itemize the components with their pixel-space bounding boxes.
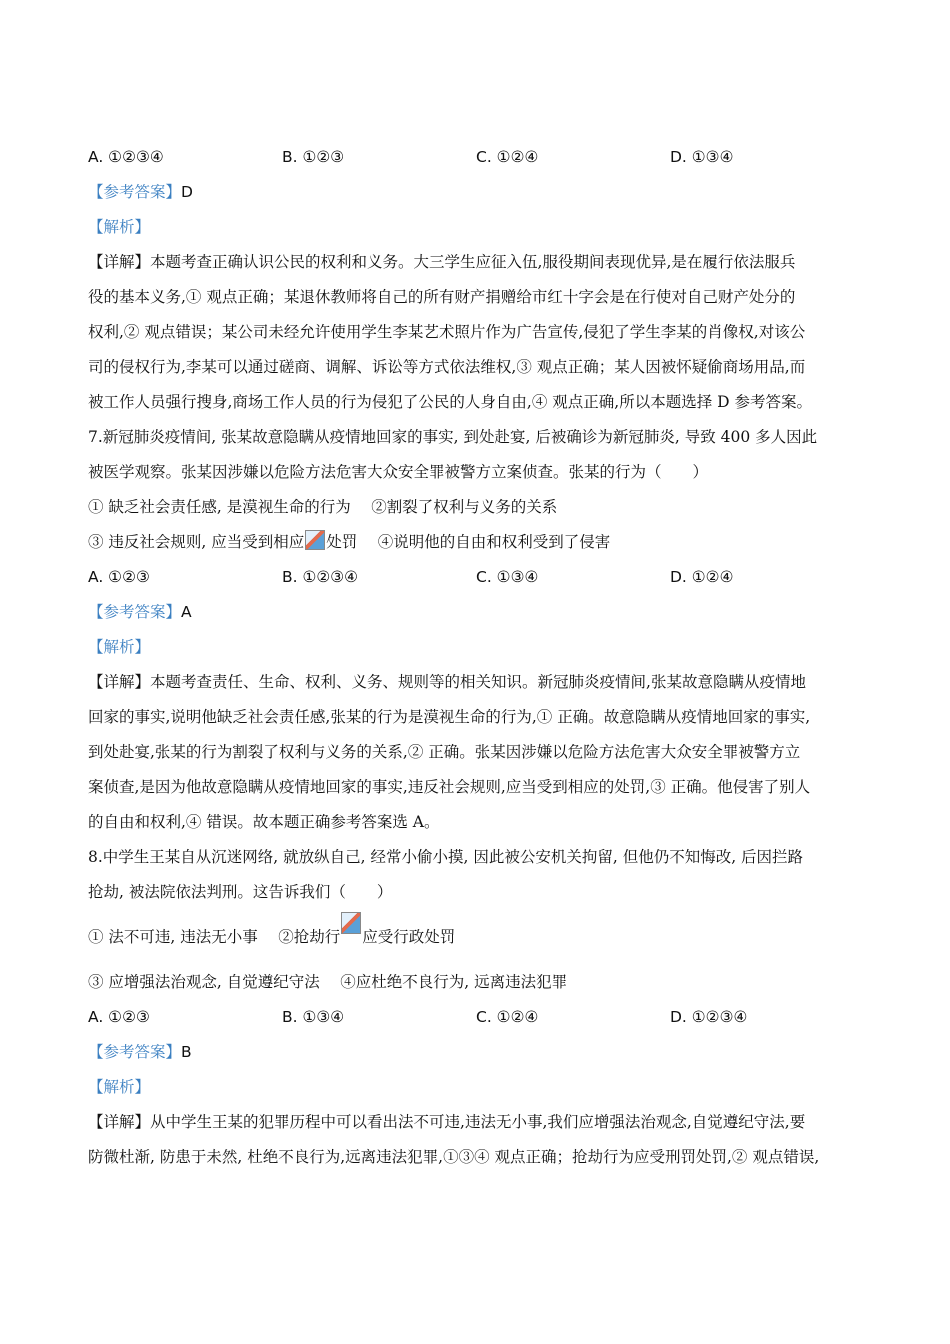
q8-analysis-label: 【解析】: [88, 1078, 151, 1096]
q7-choices-2: ③ 违反社会规则, 应当受到相应 处罚 ④说明他的自由和权利受到了侵害: [88, 525, 868, 560]
q8-stem: 8.中学生王某自从沉迷网络, 就放纵自己, 经常小偷小摸, 因此被公安机关拘留, 但他仍不知悔改, 后因拦路 抢劫, 被法院依法判刑。这告诉我们（ ）: [88, 848, 804, 901]
q6-option-c: C. ①②④: [476, 148, 539, 166]
q8-option-d: D. ①②③④: [670, 1008, 748, 1026]
q7-analysis-label: 【解析】: [88, 638, 151, 656]
q8-options: [88, 1000, 868, 1035]
q8-answer: 【参考答案】B: [88, 1043, 192, 1061]
q7-options: [88, 560, 868, 595]
q6-option-a: A. ①②③④: [88, 148, 164, 166]
q6-analysis-label: 【解析】: [88, 218, 151, 236]
q6-option-b: B. ①②③: [282, 148, 345, 166]
q7-option-a: A. ①②③: [88, 568, 150, 586]
q8-option-b: B. ①③④: [282, 1008, 345, 1026]
q7-choices-1: ① 缺乏社会责任感, 是漠视生命的行为 ②割裂了权利与义务的关系: [88, 498, 558, 516]
q6-answer: 【参考答案】D: [88, 183, 193, 201]
q7-answer: 【参考答案】A: [88, 603, 192, 621]
q7-stem: 7.新冠肺炎疫情间, 张某故意隐瞒从疫情地回家的事实, 到处赴宴, 后被确诊为新冠肺炎, 导致 400 多人因此 被医学观察。张某因涉嫌以危险方法危害大众安全罪被警方立案侦查。张某的行为（ ）: [88, 428, 818, 481]
q6-option-d: D. ①③④: [670, 148, 734, 166]
q7-detail: 【详解】本题考查责任、生命、权利、义务、规则等的相关知识。新冠肺炎疫情间,张某故意隐瞒从疫情地 回家的事实,说明他缺乏社会责任感,张某的行为是漠视生命的行为,① 正确。故意隐瞒从疫情地回家的事实, 到处赴宴,张某的行为割裂了权利与义务的关系,② 正确。张某因涉嫌以危险方法危害大众安全罪被警方立 案侦查,是因为他故意隐瞒从疫情地回家的事实,违反社会规则,应当受到相应的处罚,③ 正确。他侵害了别人 的自由和权利,④ 错误。故本题正确参考答案选 A。: [88, 673, 811, 831]
q8-option-c: C. ①②④: [476, 1008, 539, 1026]
q8-option-a: A. ①②③: [88, 1008, 150, 1026]
broken-image-icon: [305, 530, 325, 550]
q8-detail: 【详解】从中学生王某的犯罪历程中可以看出法不可违,违法无小事,我们应增强法治观念,自觉遵纪守法,要 防微杜渐, 防患于未然, 杜绝不良行为,远离违法犯罪,①③④ 观点正确；抢劫行为应受刑罚处罚,② 观点错误,: [88, 1113, 820, 1166]
q7-option-d: D. ①②④: [670, 568, 734, 586]
q8-choices-2: ③ 应增强法治观念, 自觉遵纪守法 ④应杜绝不良行为, 远离违法犯罪: [88, 973, 568, 991]
broken-image-icon: [341, 912, 361, 934]
q6-detail: 【详解】本题考查正确认识公民的权利和义务。大三学生应征入伍,服役期间表现优异,是在履行依法服兵 役的基本义务,① 观点正确；某退休教师将自己的所有财产捐赠给市红十字会是在行使对自己财产处分的 权利,② 观点错误；某公司未经允许使用学生李某艺术照片作为广告宣传,侵犯了学生李某的肖像权,对该公 司的侵权行为,李某可以通过磋商、调解、诉讼等方式依法维权,③ 观点正确；某人因被怀疑偷商场用品,而 被工作人员强行搜身,商场工作人员的行为侵犯了公民的人身自由,④ 观点正确,所以本题选择 D 参考答案。: [88, 253, 812, 411]
q7-option-b: B. ①②③④: [282, 568, 359, 586]
q8-choices-1: ① 法不可违, 违法无小事 ②抢劫行 应受行政处罚: [88, 910, 868, 965]
q6-options: [88, 140, 868, 175]
document-page: [88, 140, 868, 1175]
q7-option-c: C. ①③④: [476, 568, 539, 586]
